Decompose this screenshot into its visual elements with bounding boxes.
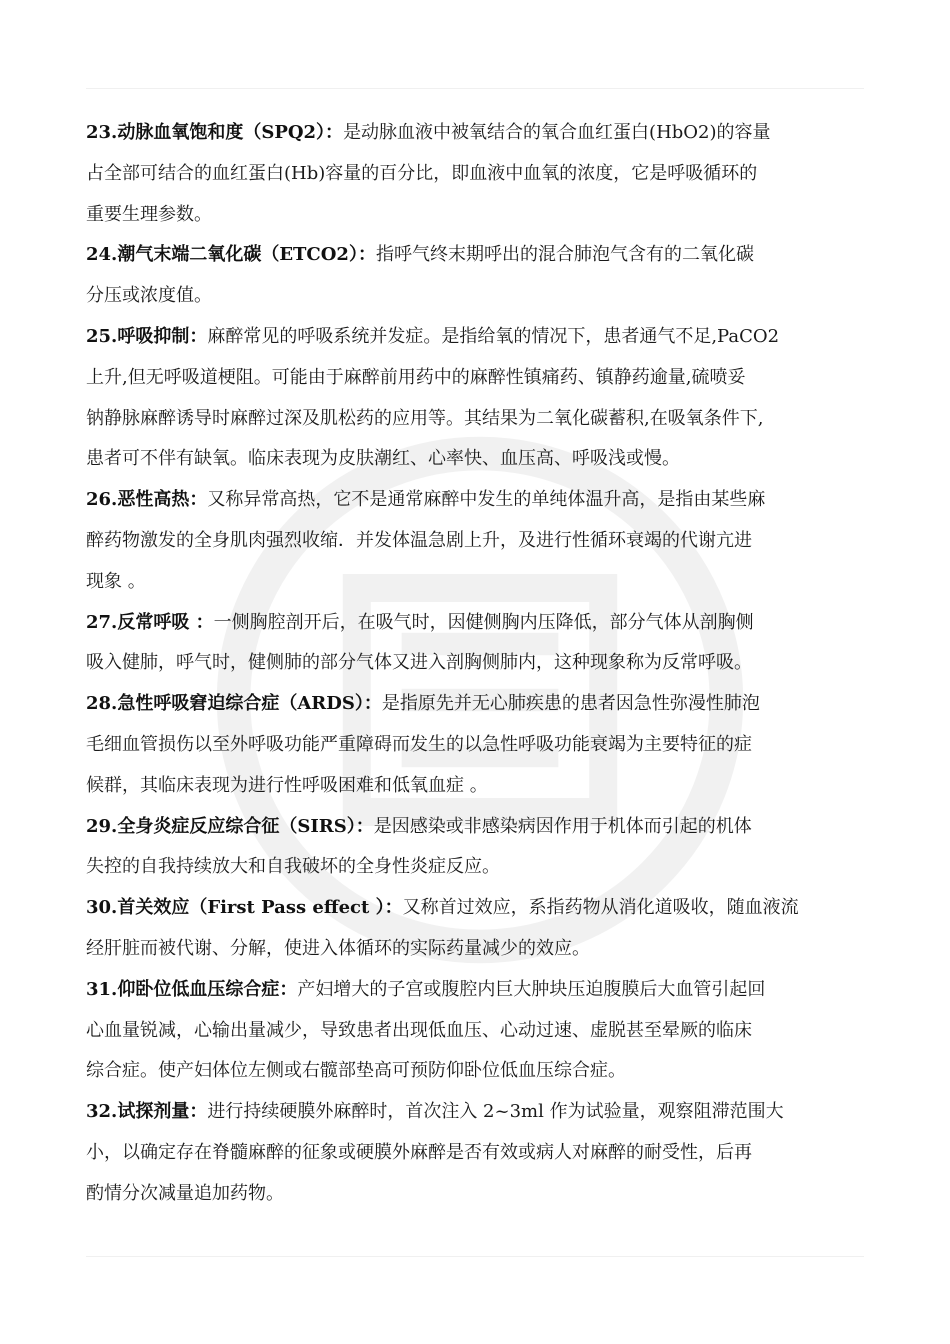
glossary-entry (86, 603, 866, 685)
entry-line (86, 358, 866, 399)
entry-line (86, 317, 866, 358)
entry-definition-text: 上升,但无呼吸道梗阻。可能由于麻醉前用药中的麻醉性镇痛药、镇静药逾量,硫喷妥 (86, 366, 746, 388)
entry-definition-text: 小，以确定存在脊髓麻醉的征象或硬膜外麻醉是否有效或病人对麻醉的耐受性，后再 (86, 1141, 752, 1163)
entry-definition-text: 吸入健肺，呼气时，健侧肺的部分气体又进入剖胸侧肺内，这种现象称为反常呼吸。 (86, 652, 752, 674)
entry-definition-text: 失控的自我持续放大和自我破坏的全身性炎症反应。 (86, 856, 500, 878)
entry-line (86, 929, 866, 970)
entry-definition-text: 钠静脉麻醉诱导时麻醉过深及肌松药的应用等。其结果为二氧化碳蓄积,在吸氧条件下, (86, 407, 764, 429)
entry-definition-text: 现象 。 (86, 570, 146, 592)
entry-definition-text: 醉药物激发的全身肌肉强烈收缩．并发体温急剧上升，及进行性循环衰竭的代谢亢进 (86, 529, 752, 551)
entry-line (86, 888, 866, 929)
header-divider (86, 88, 864, 89)
glossary-entry (86, 888, 866, 970)
entry-line (86, 113, 866, 154)
entry-line (86, 847, 866, 888)
entry-definition-text: 毛细血管损伤以至外呼吸功能严重障碍而发生的以急性呼吸功能衰竭为主要特征的症 (86, 733, 752, 755)
entry-definition-text: 产妇增大的子宫或腹腔内巨大肿块压迫腹膜后大血管引起回 (297, 978, 766, 1000)
entry-definition-text: 患者可不伴有缺氧。临床表现为皮肤潮红、心率快、血压高、呼吸浅或慢。 (86, 448, 680, 470)
entry-definition-text: 是因感染或非感染病因作用于机体而引起的机体 (373, 815, 752, 837)
entry-definition-text: 指呼气终末期呼出的混合肺泡气含有的二氧化碳 (375, 244, 754, 266)
entry-term: 26.恶性高热： (86, 489, 208, 511)
entry-term: 23.动脉血氧饱和度（SPQ2）： (86, 122, 344, 143)
glossary-entry (86, 113, 866, 235)
entry-line (86, 521, 866, 562)
entry-definition-text: 酌情分次减量追加药物。 (86, 1182, 284, 1204)
entry-term: 25.呼吸抑制： (86, 325, 208, 347)
entry-line (86, 439, 866, 480)
entry-definition-text: 麻醉常见的呼吸系统并发症。是指给氧的情况下，患者通气不足,PaCO2 (207, 325, 780, 347)
entry-definition-text: 进行持续硬膜外麻醉时，首次注入 2~3ml 作为试验量，观察阻滞范围大 (207, 1101, 784, 1123)
entry-definition-text: 是动脉血液中被氧结合的氧合血红蛋白(HbO2)的容量 (343, 122, 771, 143)
glossary-entry (86, 317, 866, 480)
glossary-entry (86, 970, 866, 1092)
entry-definition-text: 经肝脏而被代谢、分解，使进入体循环的实际药量减少的效应。 (86, 937, 590, 959)
entry-definition-text: 心血量锐减，心输出量减少，导致患者出现低血压、心动过速、虚脱甚至晕厥的临床 (86, 1019, 752, 1041)
entry-term: 28.急性呼吸窘迫综合症（ARDS）： (86, 693, 382, 715)
entry-term: 24.潮气末端二氧化碳（ETCO2）： (86, 244, 376, 266)
entry-line (86, 1092, 866, 1133)
glossary-entry (86, 480, 866, 602)
glossary-entry (86, 235, 866, 317)
entry-definition-text: 一侧胸腔剖开后，在吸气时，因健侧胸内压降低，部分气体从剖胸侧 (213, 611, 754, 633)
glossary-content (86, 113, 866, 1215)
entry-definition-text: 是指原先并无心肺疾患的患者因急性弥漫性肺泡 (381, 693, 760, 715)
entry-line (86, 235, 866, 276)
entry-definition-text: 候群，其临床表现为进行性呼吸困难和低氧血症 。 (86, 774, 488, 796)
entry-term: 30.首关效应（First Pass effect ）： (86, 897, 403, 919)
entry-term: 27.反常呼吸 ： (86, 611, 214, 633)
entry-line (86, 1051, 866, 1092)
entry-line (86, 970, 866, 1011)
entry-term: 29.全身炎症反应综合征（SIRS）： (86, 815, 374, 837)
entry-line (86, 195, 866, 236)
entry-line (86, 1133, 866, 1174)
entry-line (86, 154, 866, 195)
entry-term: 31.仰卧位低血压综合症： (86, 978, 298, 1000)
entry-line (86, 276, 866, 317)
entry-line (86, 643, 866, 684)
entry-definition-text: 重要生理参数。 (86, 203, 212, 225)
entry-line (86, 1174, 866, 1215)
glossary-entry (86, 684, 866, 806)
entry-definition-text: 分压或浓度值。 (86, 285, 212, 307)
entry-line (86, 562, 866, 603)
entry-definition-text: 占全部可结合的血红蛋白(Hb)容量的百分比，即血液中血氧的浓度，它是呼吸循环的 (86, 162, 758, 184)
entry-definition-text: 又称首过效应，系指药物从消化道吸收，随血液流 (402, 897, 799, 919)
footer-divider (86, 1256, 864, 1257)
glossary-entry (86, 1092, 866, 1214)
entry-definition-text: 又称异常高热，它不是通常麻醉中发生的单纯体温升高，是指由某些麻 (207, 489, 766, 511)
entry-line (86, 603, 866, 644)
entry-line (86, 766, 866, 807)
entry-line (86, 807, 866, 848)
entry-line (86, 399, 866, 440)
glossary-entry (86, 807, 866, 889)
entry-definition-text: 综合症。使产妇体位左侧或右髋部垫高可预防仰卧位低血压综合症。 (86, 1060, 626, 1082)
entry-line (86, 684, 866, 725)
entry-term: 32.试探剂量： (86, 1101, 208, 1123)
entry-line (86, 1011, 866, 1052)
entry-line (86, 480, 866, 521)
entry-line (86, 725, 866, 766)
